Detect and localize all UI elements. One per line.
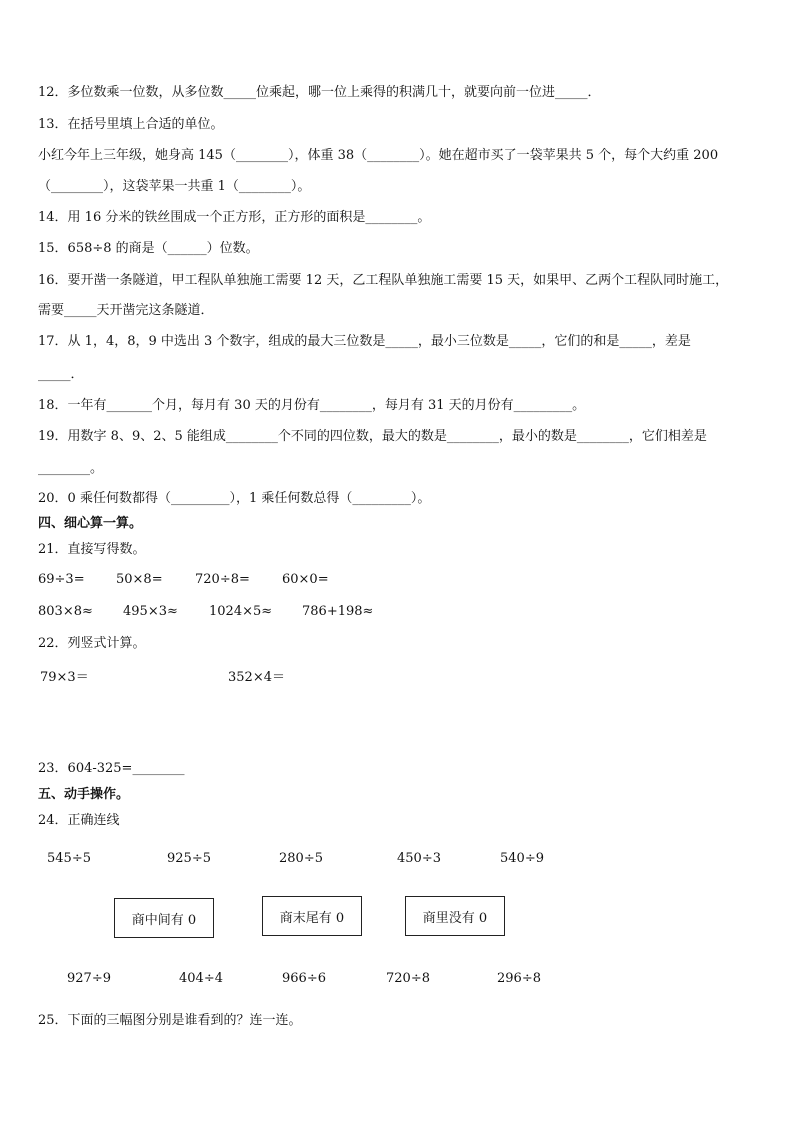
bottom-expr: 720÷8 <box>386 971 430 986</box>
q21-row2-item: 786+198≈ <box>302 604 374 619</box>
bottom-expr: 927÷9 <box>67 971 111 986</box>
q24-title: 24．正确连线 <box>38 813 120 828</box>
q22-title: 22．列竖式计算。 <box>38 636 146 651</box>
q19-line1: 19．用数字 8、9、2、5 能组成________个不同的四位数，最大的数是________，最小的数是________，它们相差是 <box>38 429 707 444</box>
section5-title: 五、动手操作。 <box>38 787 130 802</box>
q15: 15．658÷8 的商是（______）位数。 <box>38 241 259 256</box>
q21-row1-item: 60×0= <box>282 572 329 587</box>
q20: 20．0 乘任何数都得（_________），1 乘任何数总得（_________）。 <box>38 491 431 506</box>
q22-item: 352×4＝ <box>228 670 285 685</box>
q21-row1-item: 69÷3= <box>38 572 85 587</box>
bottom-expr: 966÷6 <box>282 971 326 986</box>
q21-row2-item: 803×8≈ <box>38 604 93 619</box>
q16-line2: 需要_____天开凿完这条隧道． <box>38 303 214 318</box>
q23: 23．604-325=________ <box>38 761 185 776</box>
box-middle-zero: 商中间有 0 <box>114 898 214 938</box>
q13-line1: 小红今年上三年级，她身高 145（________），体重 38（________）。她在超市买了一袋苹果共 5 个，每个大约重 200 <box>38 148 719 163</box>
q21-row2-item: 1024×5≈ <box>209 604 273 619</box>
q18: 18．一年有_______个月，每月有 30 天的月份有________，每月有 31 天的月份有_________。 <box>38 398 586 413</box>
q22-item: 79×3＝ <box>40 670 89 685</box>
box-end-zero: 商末尾有 0 <box>262 896 362 936</box>
q12: 12．多位数乘一位数，从多位数_____位乘起，哪一位上乘得的积满几十，就要向前一位进_____． <box>38 85 601 100</box>
q19-line2: ________。 <box>38 461 104 476</box>
q17-line1: 17．从 1，4，8，9 中选出 3 个数字，组成的最大三位数是_____，最小三位数是_____，它们的和是_____，差是 <box>38 334 691 349</box>
q13-line2: （________），这袋苹果一共重 1（________）。 <box>38 179 311 194</box>
bottom-expr: 404÷4 <box>179 971 223 986</box>
top-expr: 540÷9 <box>500 851 544 866</box>
q21-row1-item: 720÷8= <box>195 572 250 587</box>
top-expr: 545÷5 <box>47 851 91 866</box>
section4-title: 四、细心算一算。 <box>38 516 143 531</box>
top-expr: 925÷5 <box>167 851 211 866</box>
top-expr: 450÷3 <box>397 851 441 866</box>
bottom-expr: 296÷8 <box>497 971 541 986</box>
q21-row1-item: 50×8= <box>116 572 163 587</box>
top-expr: 280÷5 <box>279 851 323 866</box>
q21-row2-item: 495×3≈ <box>123 604 178 619</box>
q16-line1: 16．要开凿一条隧道，甲工程队单独施工需要 12 天，乙工程队单独施工需要 15 天，如果甲、乙两个工程队同时施工， <box>38 273 729 288</box>
q21-title: 21．直接写得数。 <box>38 542 146 557</box>
box-no-zero: 商里没有 0 <box>405 896 505 936</box>
q25: 25．下面的三幅图分别是谁看到的？连一连。 <box>38 1013 302 1028</box>
q13-title: 13．在括号里填上合适的单位。 <box>38 117 224 132</box>
q17-line2: _____． <box>38 367 84 382</box>
q14: 14．用 16 分米的铁丝围成一个正方形，正方形的面积是________。 <box>38 210 431 225</box>
